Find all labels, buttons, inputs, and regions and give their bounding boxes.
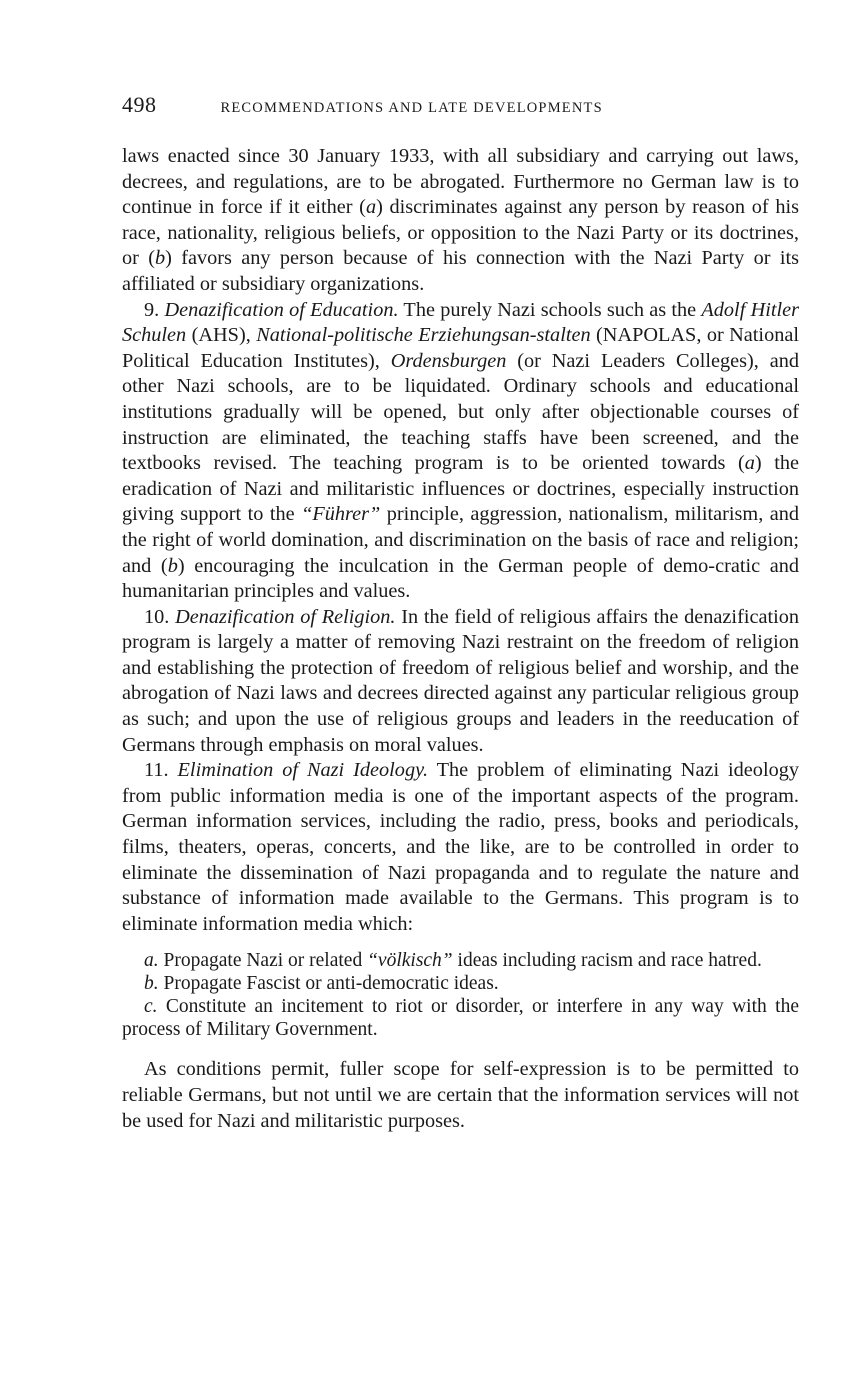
running-head [122,92,799,124]
text-run: Propagate Nazi or related [158,950,368,972]
paragraph-laws-abrogated [122,144,799,298]
book-page [122,92,799,1134]
italic-run: b [167,554,178,577]
text-run: principle, aggression, nationalism, militarism, and the right of world domination, and discrimination on the basis of race and religion; and ( [122,503,800,577]
list-marker: b. [144,973,159,995]
paragraph-conditions-permit: As conditions permit, fuller scope for self-expression is to be permitted to reliable Germans, but not until we are certain that the information services will not be used for Nazi and militaristic purposes. [122,1058,799,1132]
italic-run: National-politische Erziehungsan-stalten [256,324,591,347]
paragraph-denazification-education [122,298,799,605]
section-number: 10. [144,605,176,628]
text-run: ) the eradication of Nazi and militaristic influences or doctrines, especially instruction giving support to the [122,452,799,526]
italic-run: Ordensburgen [390,349,507,372]
text-run: ) encouraging the inculcation in the German people of demo-cratic and humanitarian principles and values. [122,554,800,603]
text-run: The problem of eliminating Nazi ideology from public information media is one of the important aspects of the program. German information services, including the radio, press, books and periodicals, films, theaters, operas, concerts, and the like, are to be controlled in order to eliminate the dissemination of Nazi propaganda and to regulate the nature and substance of information made available to the Germans. This program is to eliminate information media which: [122,759,800,935]
section-heading: Denazification of Education. [164,298,399,321]
section-heading: Denazification of Religion. [175,605,396,628]
italic-run: b [154,247,166,270]
italic-run: a [744,452,755,475]
text-run: Constitute an incitement to riot or disorder, or interfere in any way with the process of Military Government. [122,996,799,1041]
running-title: RECOMMENDATIONS AND LATE DEVELOPMENTS [220,100,603,116]
section-number: 9. [144,298,165,321]
paragraph-denazification-religion [122,605,799,759]
text-run: ) discriminates against any person by reason of his race, nationality, religious beliefs, or opposition to the Nazi Party or its doctrines, or ( [122,196,799,270]
list-item [122,972,799,995]
text-run: ideas including racism and race hatred. [452,950,762,972]
page-number: 498 [122,92,157,117]
italic-run: “völkisch” [367,950,453,972]
text-run: ) favors any person because of his connection with the Nazi Party or its affiliated or subsidiary organizations. [122,247,799,295]
text-run: Propagate Fascist or anti-democratic ideas. [158,973,499,995]
body-text [122,144,799,1134]
list-item [122,995,799,1041]
section-number: 11. [144,759,178,782]
list-marker: a. [144,950,159,972]
list-marker: c. [144,996,158,1018]
text-run: (or Nazi Leaders Colleges), and other Nazi schools, are to be liquidated. Ordinary schools and educational institutions gradually will be opened, but only after objectionable courses of instruction are eliminated, the teaching staffs have been screened, and the textbooks revised. The teaching program is to be oriented towards ( [122,349,799,475]
media-list [122,949,799,1041]
italic-run: “Führer” [301,503,381,526]
text-run: laws enacted since 30 January 1933, with all subsidiary and carrying out laws, decrees, and regulations, are to be abrogated. Furthermore no German law is to continue in force if it either ( [122,145,799,219]
text-run: (NAPOLAS, or National Political Education Institutes), [122,324,799,372]
italic-run: Adolf Hitler Schulen [122,298,800,347]
text-run: The purely Nazi schools such as the [398,298,702,321]
italic-run: a [365,196,377,219]
paragraph-elimination-nazi-ideology [122,758,799,937]
list-item [122,949,799,972]
section-heading: Elimination of Nazi Ideology. [177,759,429,782]
text-run: In the field of religious affairs the denazification program is largely a matter of removing Nazi restraint on the freedom of religion and establishing the protection of freedom of religious belief and worship, and the abrogation of Nazi laws and decrees directed against any particular religious group as such; and upon the use of religious groups and leaders in the reeducation of Germans through emphasis on moral values. [122,605,800,756]
text-run: (AHS), [186,324,257,347]
